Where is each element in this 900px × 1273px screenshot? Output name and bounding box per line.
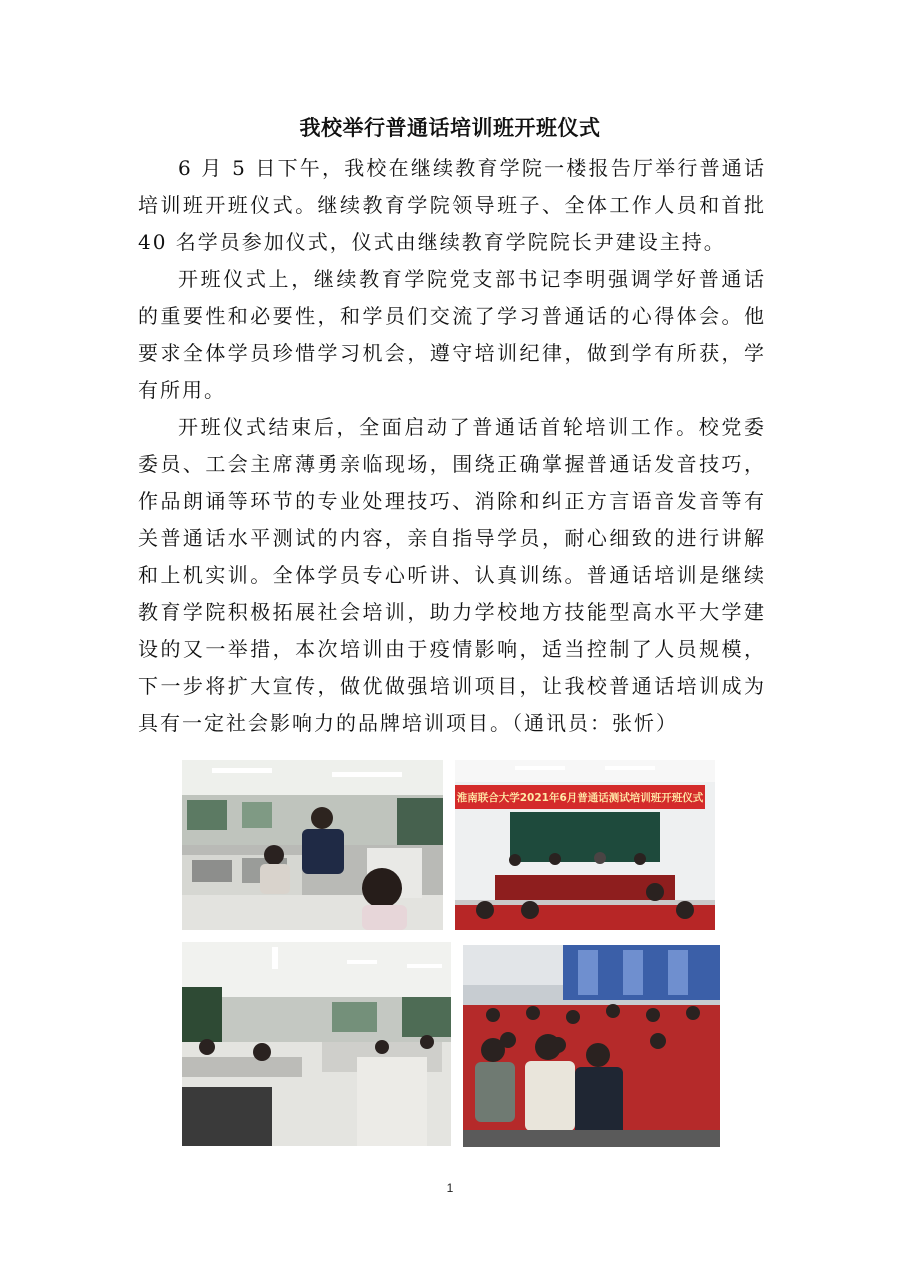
photo-computer-lab-instruction	[182, 760, 443, 930]
article-title: 我校举行普通话培训班开班仪式	[299, 116, 601, 140]
paragraph-3: 开班仪式结束后，全面启动了普通话首轮培训工作。校党委委员、工会主席薄勇亲临现场，围绕正确掌握普通话发音技巧，作品朗诵等环节的专业处理技巧、消除和纠正方言语音发音等有关普通话水平测试的内容，亲自指导学员，耐心细致的进行讲解和上机实训。全体学员专心听讲、认真训练。普通话培训是继续教育学院积极拓展社会培训，助力学校地方技能型高水平大学建设的又一举措，本次培训由于疫情影响，适当控制了人员规模，下一步将扩大宣传，做优做强培训项目，让我校普通话培训成为具有一定社会影响力的品牌培训项目。（通讯员：张忻）	[138, 415, 766, 735]
photo-audience-red-seats	[463, 945, 720, 1147]
ceremony-banner-text: 淮南联合大学2021年6月普通话测试培训班开班仪式	[456, 792, 704, 804]
photo-computer-lab-students	[182, 942, 451, 1146]
page-number: 1	[446, 1181, 454, 1195]
article-body	[138, 150, 766, 742]
paragraph-2: 开班仪式上，继续教育学院党支部书记李明强调学好普通话的重要性和必要性，和学员们交流了学习普通话的心得体会。他要求全体学员珍惜学习机会，遵守培训纪律，做到学有所获，学有所用。	[138, 267, 766, 402]
photo-opening-ceremony-stage	[455, 760, 715, 930]
paragraph-1: 6 月 5 日下午，我校在继续教育学院一楼报告厅举行普通话培训班开班仪式。继续教育学院领导班子、全体工作人员和首批40 名学员参加仪式，仪式由继续教育学院院长尹建设主持。	[138, 156, 766, 254]
